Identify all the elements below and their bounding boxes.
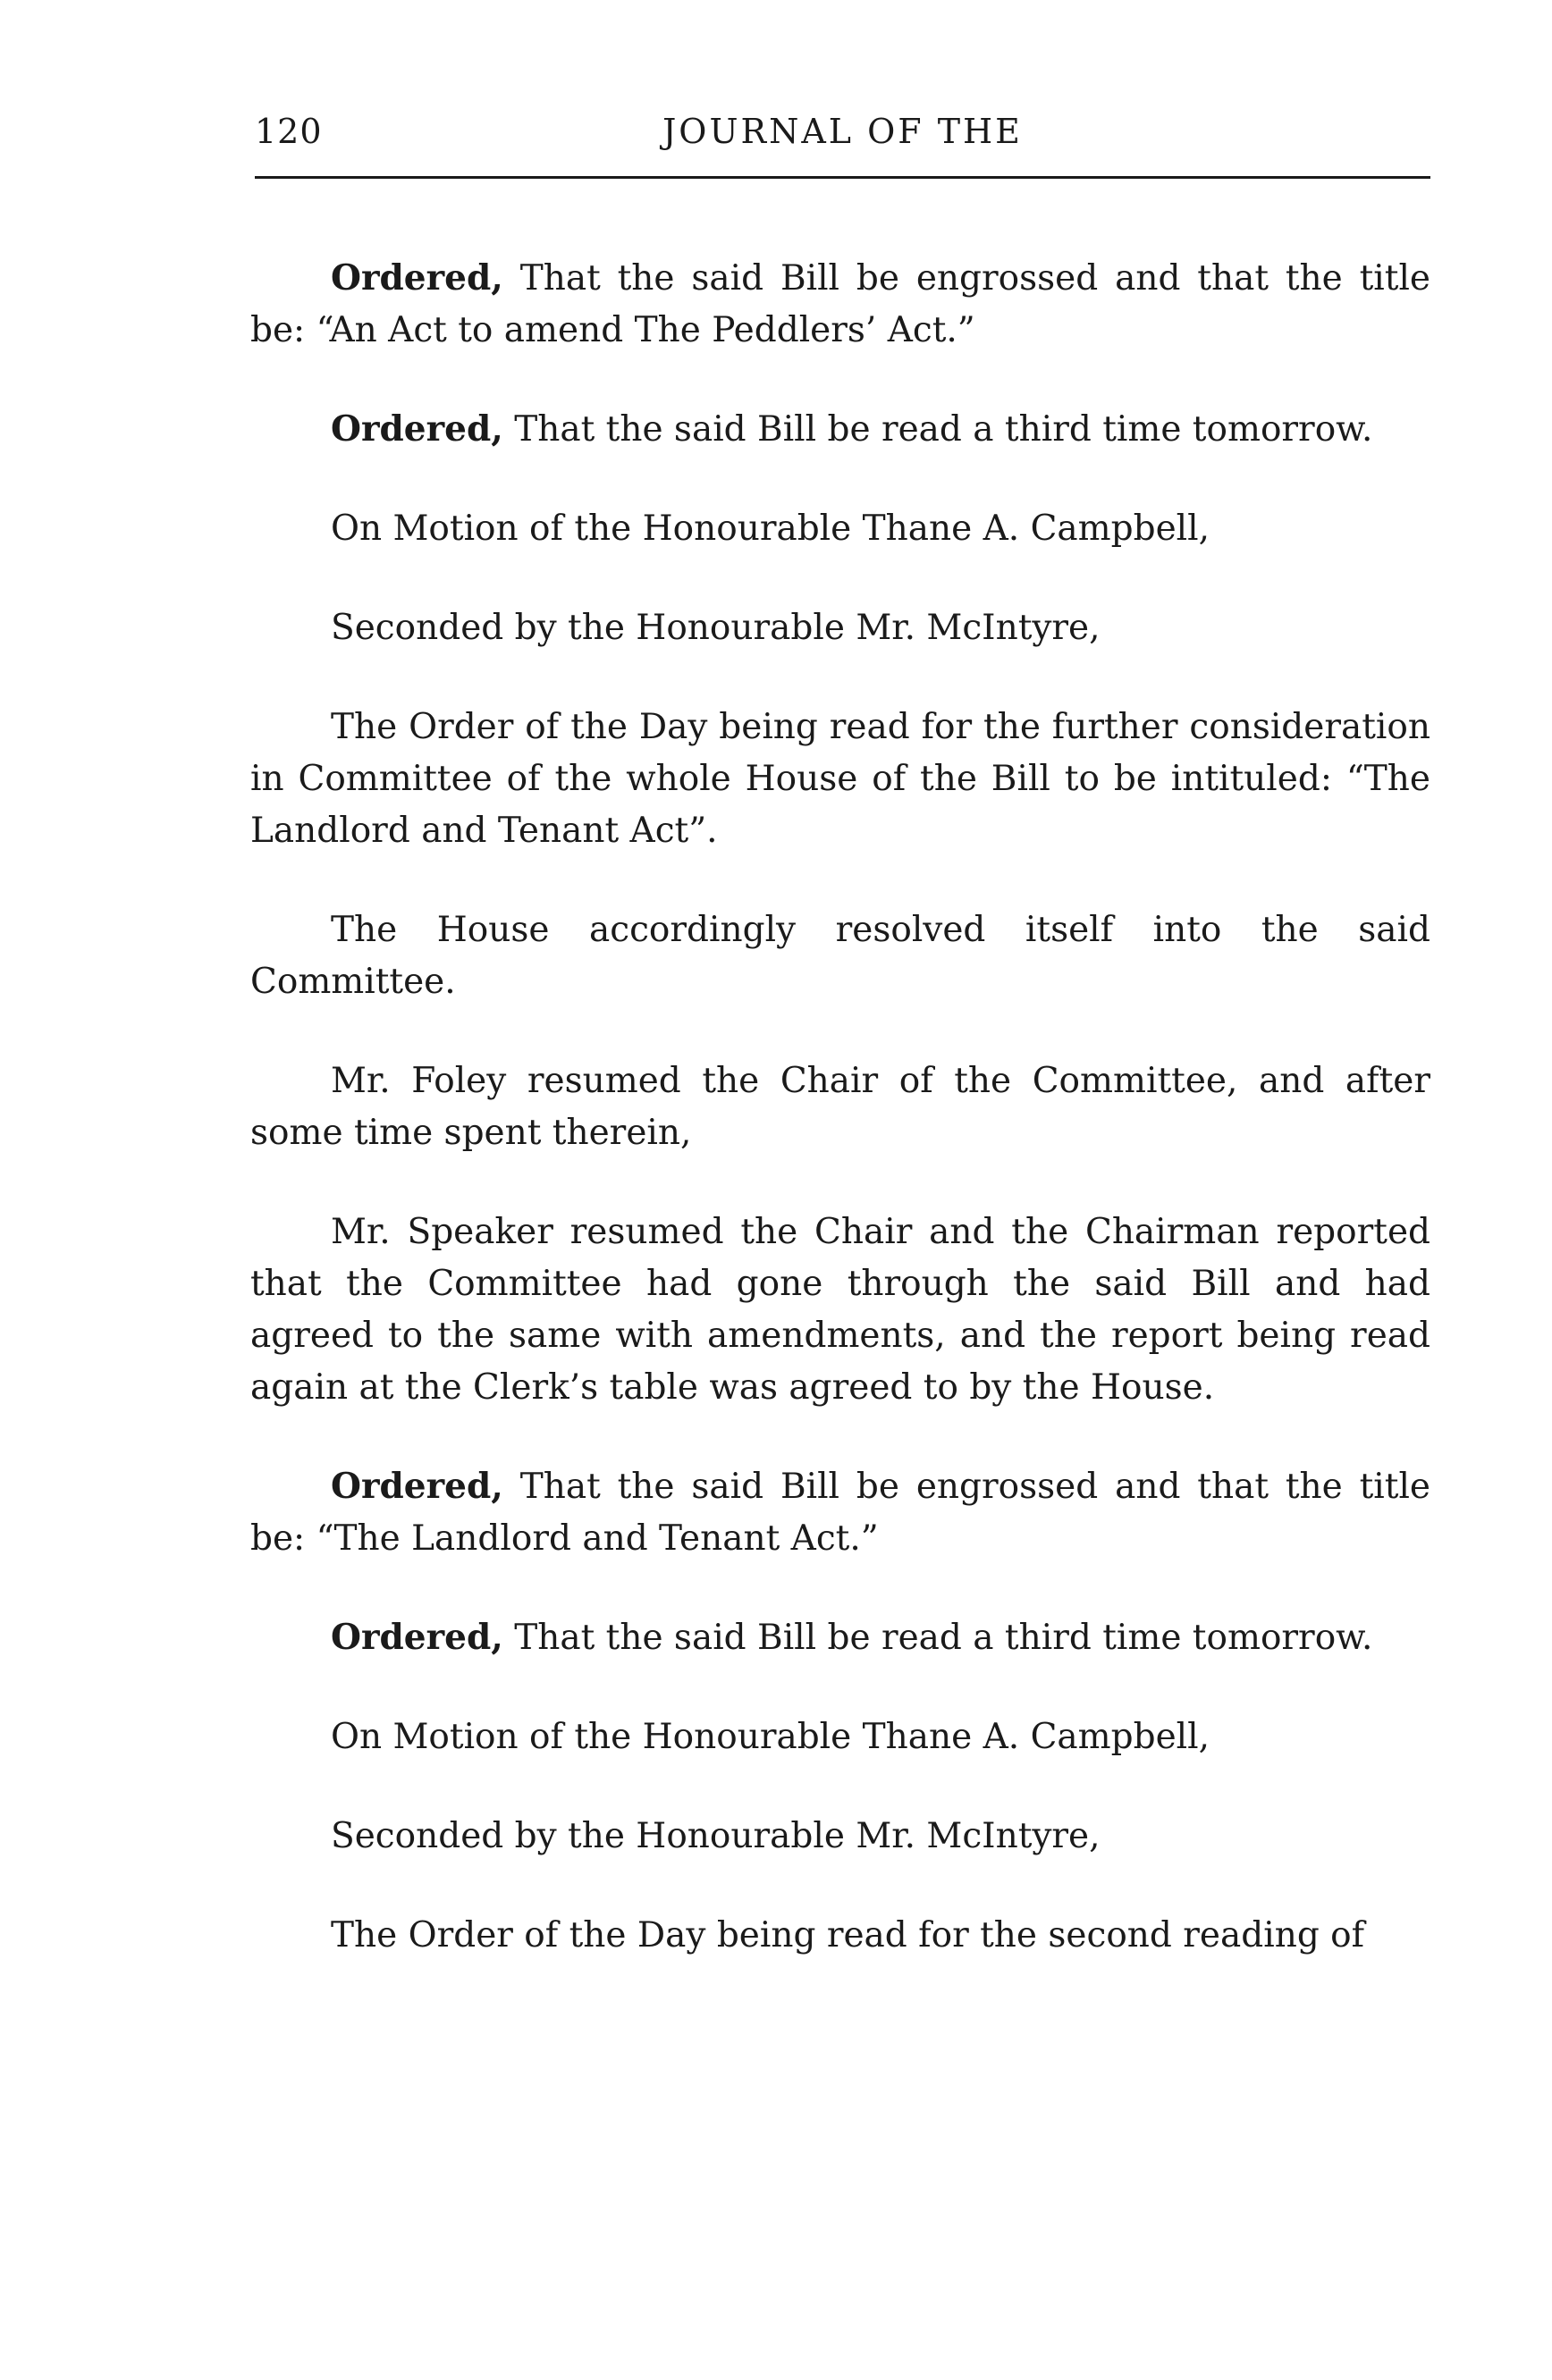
paragraph-lead: Ordered, bbox=[331, 257, 503, 299]
paragraph-text: The Order of the Day being read for the second reading of bbox=[331, 1915, 1365, 1955]
paragraph-text: That the said Bill be read a third time tomorrow. bbox=[502, 1618, 1373, 1658]
running-title: JOURNAL OF THE bbox=[662, 112, 1023, 151]
paragraph-house-resolved bbox=[250, 904, 1430, 1008]
paragraph-order-of-day-second-reading bbox=[250, 1909, 1430, 1962]
page-number: 120 bbox=[255, 112, 323, 151]
paragraph-motion bbox=[250, 502, 1430, 555]
paragraph-ordered-engrossed-peddlers bbox=[250, 252, 1430, 357]
paragraph-ordered-engrossed-landlord bbox=[250, 1460, 1430, 1565]
paragraph-lead: Ordered, bbox=[331, 408, 503, 450]
paragraph-lead: Ordered, bbox=[331, 1466, 503, 1507]
paragraph-text: The House accordingly resolved itself into the said Committee. bbox=[250, 910, 1430, 1002]
paragraph-text: The Order of the Day being read for the further consideration in Committee of the whole House of the Bill to be intituled: “The Landlord and Tenant Act”. bbox=[250, 707, 1430, 851]
paragraph-text: Mr. Foley resumed the Chair of the Committee, and after some time spent therein, bbox=[250, 1061, 1430, 1153]
paragraph-text: Seconded by the Honourable Mr. McIntyre, bbox=[331, 608, 1101, 648]
paragraph-ordered-third-reading bbox=[250, 1611, 1430, 1664]
paragraph-seconded bbox=[250, 601, 1430, 654]
paragraph-ordered-third-reading bbox=[250, 403, 1430, 456]
paragraph-text: Mr. Speaker resumed the Chair and the Chairman reported that the Committee had gone through the said Bill and had agreed to the same with amendments, and the report being read again at the Clerk’s table was agreed to by the House. bbox=[250, 1212, 1430, 1408]
journal-body bbox=[250, 252, 1430, 2008]
paragraph-order-of-day bbox=[250, 701, 1430, 857]
paragraph-text: Seconded by the Honourable Mr. McIntyre, bbox=[331, 1816, 1101, 1856]
paragraph-text: That the said Bill be engrossed and that the title be: “An Act to amend The Peddlers’ Act.” bbox=[250, 258, 1430, 350]
paragraph-text: That the said Bill be read a third time tomorrow. bbox=[502, 409, 1373, 450]
paragraph-chair-committee bbox=[250, 1055, 1430, 1159]
paragraph-text: On Motion of the Honourable Thane A. Campbell, bbox=[331, 509, 1210, 549]
page-header bbox=[255, 112, 1430, 174]
paragraph-lead: Ordered, bbox=[331, 1617, 503, 1658]
header-rule bbox=[255, 176, 1430, 179]
paragraph-motion bbox=[250, 1711, 1430, 1763]
paragraph-seconded bbox=[250, 1810, 1430, 1863]
paragraph-speaker-report bbox=[250, 1206, 1430, 1414]
paragraph-text: That the said Bill be engrossed and that the title be: “The Landlord and Tenant Act.” bbox=[250, 1467, 1430, 1559]
paragraph-text: On Motion of the Honourable Thane A. Campbell, bbox=[331, 1717, 1210, 1757]
